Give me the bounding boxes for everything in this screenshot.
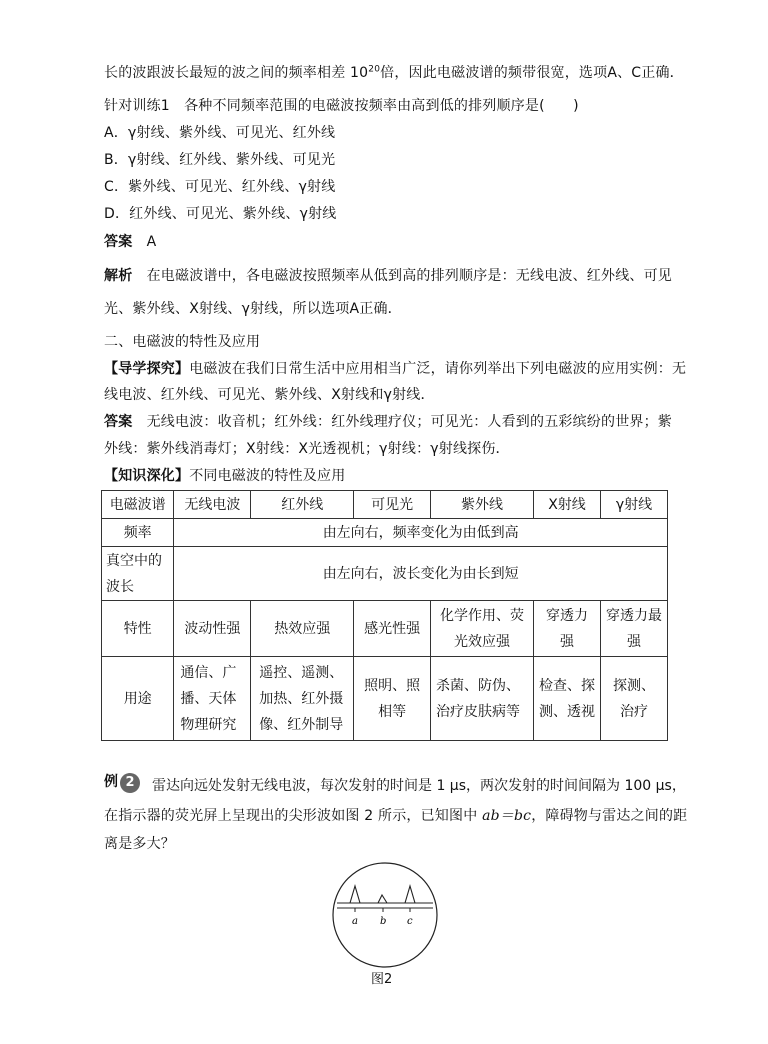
radar-screen-figure — [330, 860, 440, 970]
table-cell: 遥控、遥测、加热、红外摄像、红外制导 — [251, 657, 354, 741]
guide-line-1: 【导学探究】电磁波在我们日常生活中应用相当广泛，请你列举出下列电磁波的应用实例：无 — [104, 361, 687, 377]
table-cell: 杀菌、防伪、治疗皮肤病等 — [431, 657, 534, 741]
example-number: 2 — [120, 773, 140, 793]
section-answer-line-1: 答案 无线电波：收音机；红外线：红外线理疗仪；可见光：人看到的五彩缤纷的世界；紫 — [104, 414, 673, 430]
pulse-a — [350, 886, 360, 903]
table-cell: 化学作用、荧光效应强 — [431, 601, 534, 657]
table-cell: 探测、治疗 — [600, 657, 667, 741]
table-cell: 特性 — [102, 601, 174, 657]
deep-heading: 【知识深化】不同电磁波的特性及应用 — [104, 468, 346, 484]
spectrum-table — [101, 490, 668, 741]
table-cell: 热效应强 — [251, 601, 354, 657]
table-cell: 可见光 — [354, 491, 431, 519]
label-c: c — [407, 916, 413, 927]
section-heading: 二、电磁波的特性及应用 — [104, 334, 261, 350]
section-answer-line-2: 外线：紫外线消毒灯；X射线：X光透视机；γ射线：γ射线探伤． — [104, 441, 510, 457]
table-cell: 穿透力最强 — [600, 601, 667, 657]
table-row — [102, 547, 668, 601]
table-cell: γ射线 — [600, 491, 667, 519]
figure-caption: 图2 — [371, 972, 393, 987]
exercise-title: 针对训练1 各种不同频率范围的电磁波按频率由高到低的排列顺序是( ) — [104, 98, 579, 114]
table-cell: 真空中的 波长 — [102, 547, 174, 601]
table-cell: 波动性强 — [174, 601, 251, 657]
guide-line-2: 线电波、红外线、可见光、紫外线、X射线和γ射线． — [104, 387, 435, 403]
table-cell: 由左向右，波长变化为由长到短 — [174, 547, 668, 601]
answer-value: A — [146, 234, 157, 250]
table-cell: 无线电波 — [174, 491, 251, 519]
label-b: b — [380, 916, 387, 927]
table-cell: 通信、广播、天体物理研究 — [174, 657, 251, 741]
table-cell: 电磁波谱 — [102, 491, 174, 519]
option-a: A．γ射线、紫外线、可见光、红外线 — [104, 125, 336, 141]
answer-label: 答案 — [104, 234, 133, 250]
explain-line-1: 解析 在电磁波谱中，各电磁波按照频率从低到高的排列顺序是：无线电波、红外线、可见 — [104, 268, 673, 284]
intro-line: 长的波跟波长最短的波之间的频率相差 $10^{20}$倍，因此电磁波谱的频带很宽，选项A、C正确． — [104, 64, 684, 81]
table-cell: 感光性强 — [354, 601, 431, 657]
table-row — [102, 657, 668, 741]
option-c: C．紫外线、可见光、红外线、γ射线 — [104, 179, 336, 195]
example-line-3: 离是多大？ — [104, 836, 175, 852]
table-cell: 用途 — [102, 657, 174, 741]
example-line-1: 雷达向远处发射无线电波，每次发射的时间是 1 μs，两次发射的时间间隔为 100 μs， — [152, 778, 686, 794]
table-cell: 穿透力强 — [534, 601, 601, 657]
table-row — [102, 601, 668, 657]
table-cell: 红外线 — [251, 491, 354, 519]
example-badge: 例 2 — [104, 771, 140, 793]
guide-label: 【导学探究】 — [104, 361, 190, 377]
option-b: B．γ射线、红外线、紫外线、可见光 — [104, 152, 336, 168]
table-cell: 紫外线 — [431, 491, 534, 519]
table-cell: 检查、探测、透视 — [534, 657, 601, 741]
table-cell: 由左向右，频率变化为由低到高 — [174, 519, 668, 547]
explain-label: 解析 — [104, 268, 133, 284]
example-line-2: 在指示器的荧光屏上呈现出的尖形波如图 2 所示，已知图中 ab＝bc，障碍物与雷达之间的距 — [104, 808, 688, 824]
table-cell: 照明、照相等 — [354, 657, 431, 741]
table-row — [102, 519, 668, 547]
pulse-c — [405, 886, 415, 903]
pulse-b — [378, 895, 387, 903]
table-cell: 频率 — [102, 519, 174, 547]
table-cell: X射线 — [534, 491, 601, 519]
explain-line-2: 光、紫外线、X射线、γ射线，所以选项A正确． — [104, 301, 402, 317]
table-header-row — [102, 491, 668, 519]
option-d: D．红外线、可见光、紫外线、γ射线 — [104, 206, 337, 222]
answer-row — [104, 231, 156, 251]
label-a: a — [352, 916, 358, 927]
